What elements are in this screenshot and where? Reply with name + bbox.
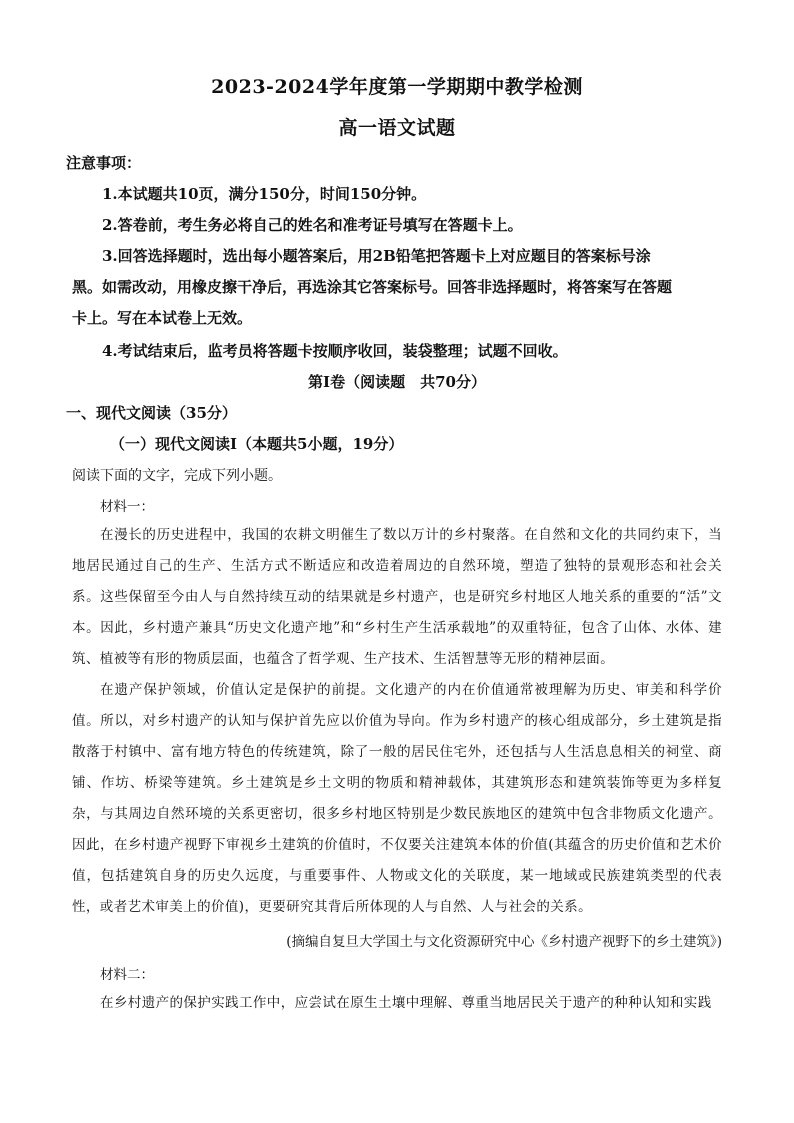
material-1-label: 材料一： bbox=[100, 499, 154, 515]
material-1-source: (摘编自复旦大学国土与文化资源研究中心《乡村遗产视野下的乡土建筑》) bbox=[286, 934, 722, 950]
reading-instruction: 阅读下面的文字，完成下列小题。 bbox=[72, 468, 282, 484]
subsection-heading: （一）现代文阅读Ⅰ（本题共5小题，19分） bbox=[110, 435, 404, 453]
notice-item-3-line-2: 黑。如需改动，用橡皮擦干净后，再选涂其它答案标号。回答非选择题时，将答案写在答题 bbox=[72, 278, 673, 296]
volume-heading: 第Ⅰ卷（阅读题 共70分） bbox=[308, 373, 486, 391]
notice-item-1: 1.本试题共10页，满分150分，时间150分钟。 bbox=[102, 185, 427, 203]
section-heading: 一、现代文阅读（35分） bbox=[66, 404, 237, 422]
notice-heading: 注意事项： bbox=[66, 154, 142, 172]
notice-item-3-line-3: 卡上。写在本试卷上无效。 bbox=[72, 309, 253, 327]
material-2-label: 材料二： bbox=[100, 967, 154, 983]
notice-item-3-line-1: 3.回答选择题时，选出每小题答案后，用2B铅笔把答题卡上对应题目的答案标号涂 bbox=[102, 247, 651, 265]
material-1-paragraph-2: 在遗产保护领域，价值认定是保护的前提。文化遗产的内在价值通常被理解为历史、审美和科学价值。所以，对乡村遗产的认知与保护首先应以价值为导向。作为乡村遗产的核心组成部分，乡土建筑是指散落于村镇中、富有地方特色的传统建筑，除了一般的居民住宅外，还包括与人生活息息相关的祠堂、商铺、作坊、桥梁等建筑。乡土建筑是乡土文明的物质和精神载体，其建筑形态和建筑装饰等更为多样复杂，与其周边自然环境的关系更密切，很多乡村地区特别是少数民族地区的建筑中包含非物质文化遗产。因此，在乡村遗产视野下审视乡土建筑的价值时，不仅要关注建筑本体的价值(其蕴含的历史价值和艺术价值，包括建筑自身的历史久远度，与重要事件、人物或文化的关联度，某一地域或民族建筑类型的代表性，或者艺术审美上的价值)，更要研究其背后所体现的人与自然、人与社会的关系。 bbox=[72, 682, 722, 915]
notice-item-2: 2.答卷前，考生务必将自己的姓名和准考证号填写在答题卡上。 bbox=[102, 216, 523, 234]
exam-title: 2023-2024学年度第一学期期中教学检测 bbox=[211, 76, 583, 98]
material-2-paragraph-1: 在乡村遗产的保护实践工作中，应尝试在原生土壤中理解、尊重当地居民关于遗产的种种认知和实践 bbox=[100, 995, 712, 1011]
exam-subtitle: 高一语文试题 bbox=[338, 117, 456, 139]
notice-item-4: 4.考试结束后，监考员将答题卡按顺序收回，装袋整理；试题不回收。 bbox=[102, 342, 568, 360]
material-1-paragraph-1: 在漫长的历史进程中，我国的农耕文明催生了数以万计的乡村聚落。在自然和文化的共同约束下，当地居民通过自己的生产、生活方式不断适应和改造着周边的自然环境，塑造了独特的景观形态和社会关系。这些保留至今由人与自然持续互动的结果就是乡村遗产，也是研究乡村地区人地关系的重要的“活”文本。因此，乡村遗产兼具“历史文化遗产地”和“乡村生产生活承载地”的双重特征，包含了山体、水体、建筑、植被等有形的物质层面，也蕴含了哲学观、生产技术、生活智慧等无形的精神层面。 bbox=[72, 527, 722, 667]
